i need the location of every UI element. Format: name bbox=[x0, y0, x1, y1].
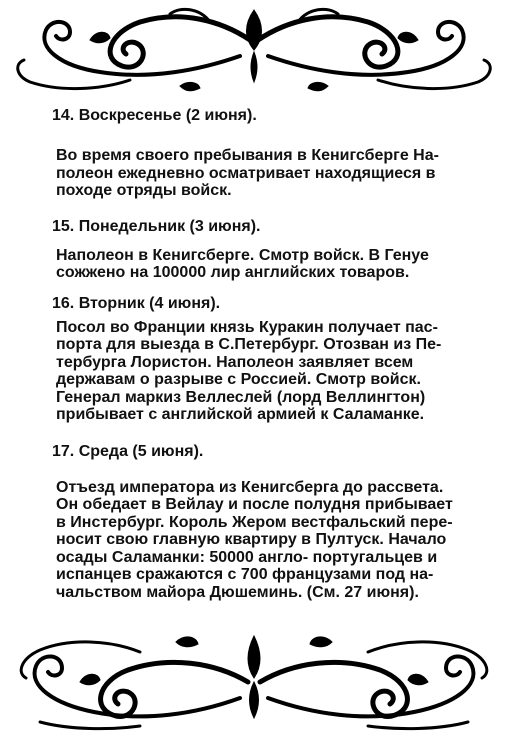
entry-text-line: походе отряды войск. bbox=[56, 182, 232, 199]
entry-text-line: Он обедает в Вейлау и после полудня прибывает bbox=[56, 496, 453, 513]
entry-text-line: прибывает с английской армией к Саламанке. bbox=[56, 406, 425, 423]
entry-text-line: тербурга Лористон. Наполеон заявляет всем bbox=[56, 353, 414, 371]
entry-text-line: сожжено на 100000 лир английских товаров. bbox=[56, 264, 410, 281]
entry-text-line: Посол во Франции князь Куракин получает пас- bbox=[56, 318, 438, 336]
entry-text-line: Генерал маркиз Веллеслей (лорд Веллингтон) bbox=[56, 388, 426, 406]
entry-text-line: Во время своего пребывания в Кенигсберге На- bbox=[56, 147, 439, 164]
entry-heading-17: 17. Среда (5 июня). bbox=[52, 442, 204, 460]
entry-heading-15: 15. Понедельник (3 июня). bbox=[52, 217, 261, 235]
entry-text-line: носит свою главную квартиру в Пултуск. Начало bbox=[56, 531, 447, 548]
entry-text-line: державам о разрыве с Россией. Смотр войск. bbox=[56, 371, 421, 388]
entry-text-line: Отъезд императора из Кенигсберга до рассвета. bbox=[56, 478, 444, 496]
top-ornament bbox=[0, 0, 508, 100]
entry-text-line: испанцев сражаются с 700 французами под на- bbox=[56, 566, 434, 583]
entry-text-line: чальством майора Дюшеминь. (См. 27 июня). bbox=[56, 583, 419, 601]
entry-heading-14: 14. Воскресенье (2 июня). bbox=[52, 107, 257, 124]
entry-text-line: осады Саламанки: 50000 англо- португальцев и bbox=[56, 548, 438, 566]
entry-text-line: порта для выезда в С.Петербург. Отозван из Пе- bbox=[56, 336, 442, 353]
entry-text-line: Наполеон в Кенигсберге. Смотр войск. В Генуе bbox=[56, 246, 429, 264]
document-body bbox=[52, 106, 492, 601]
entry-text-line: в Инстербург. Король Жером вестфальский пере- bbox=[56, 513, 453, 531]
entry-text-line: полеон ежедневно осматривает находящиеся в bbox=[56, 164, 436, 182]
entry-heading-16: 16. Вторник (4 июня). bbox=[52, 294, 221, 312]
bottom-ornament bbox=[0, 622, 508, 736]
